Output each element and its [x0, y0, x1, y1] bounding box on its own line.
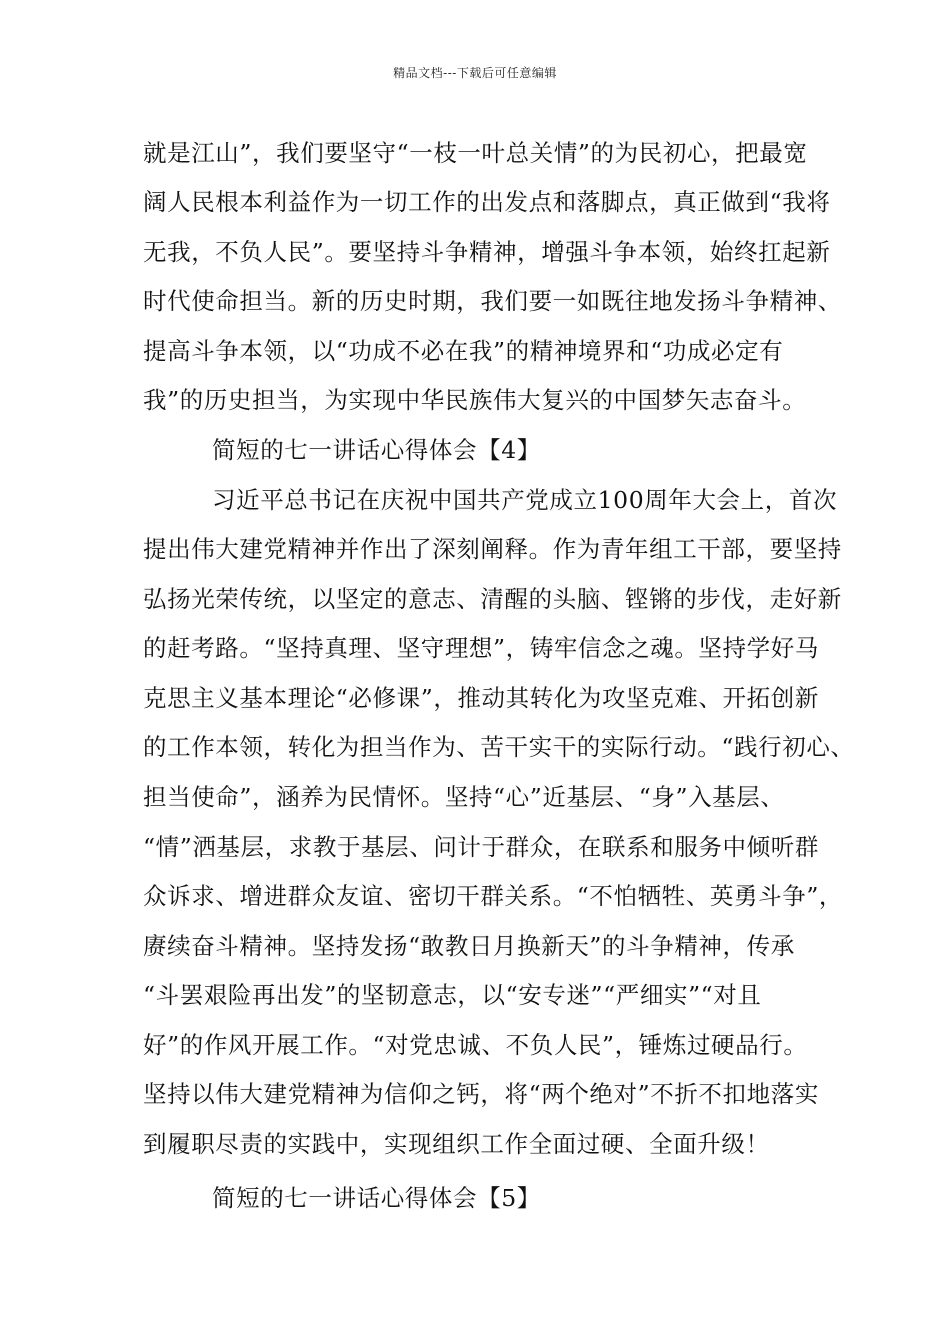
paragraph-line: 我”的历史担当，为实现中华民族伟大复兴的中国梦矢志奋斗。 [143, 386, 807, 414]
paragraph-line: 就是江山”，我们要坚守“一枝一叶总关情”的为民初心，把最宽 [143, 139, 808, 167]
paragraph-line: 提高斗争本领，以“功成不必在我”的精神境界和“功成必定有 [143, 337, 784, 365]
paragraph-line: 的赶考路。“坚持真理、坚守理想”，铸牢信念之魂。坚持学好马 [143, 634, 819, 662]
section-heading: 简短的七一讲话心得体会【4】 [212, 436, 541, 464]
paragraph-line: 的工作本领，转化为担当作为、苦干实干的实际行动。“践行初心、 [143, 733, 855, 761]
paragraph-line: 时代使命担当。新的历史时期，我们要一如既往地发扬斗争精神、 [143, 287, 842, 315]
paragraph-line: 无我，不负人民”。要坚持斗争精神，增强斗争本领，始终扛起新 [143, 238, 831, 266]
paragraph-line: 坚持以伟大建党精神为信仰之钙，将“两个绝对”不折不扣地落实 [143, 1080, 819, 1108]
paragraph-line: “斗罢艰险再出发”的坚韧意志，以“安专迷”“严细实”“对且 [143, 981, 762, 1009]
paragraph-line: 弘扬光荣传统，以坚定的意志、清醒的头脑、铿锵的步伐，走好新 [143, 585, 842, 613]
page-header: 精品文档---下载后可任意编辑 [393, 66, 557, 80]
paragraph-line: 担当使命”，涵养为民情怀。坚持“心”近基层、“身”入基层、 [143, 783, 785, 811]
paragraph-line: 克思主义基本理论“必修课”，推动其转化为攻坚克难、开拓创新 [143, 684, 819, 712]
paragraph-line: 众诉求、增进群众友谊、密切干群关系。“不怕牺牲、英勇斗争”， [143, 882, 844, 910]
paragraph-line: 阔人民根本利益作为一切工作的出发点和落脚点，真正做到“我将 [143, 188, 831, 216]
paragraph-line: 习近平总书记在庆祝中国共产党成立100周年大会上，首次 [212, 486, 838, 514]
section-heading: 简短的七一讲话心得体会【5】 [212, 1184, 541, 1212]
paragraph-line: 好”的作风开展工作。“对党忠诚、不负人民”，锤炼过硬品行。 [143, 1031, 808, 1059]
paragraph-line: “情”洒基层，求教于基层、问计于群众，在联系和服务中倾听群 [143, 833, 819, 861]
paragraph-line: 到履职尽责的实践中，实现组织工作全面过硬、全面升级！ [143, 1130, 770, 1158]
paragraph-line: 提出伟大建党精神并作出了深刻阐释。作为青年组工干部，要坚持 [143, 535, 842, 563]
paragraph-line: 赓续奋斗精神。坚持发扬“敢教日月换新天”的斗争精神，传承 [143, 932, 795, 960]
